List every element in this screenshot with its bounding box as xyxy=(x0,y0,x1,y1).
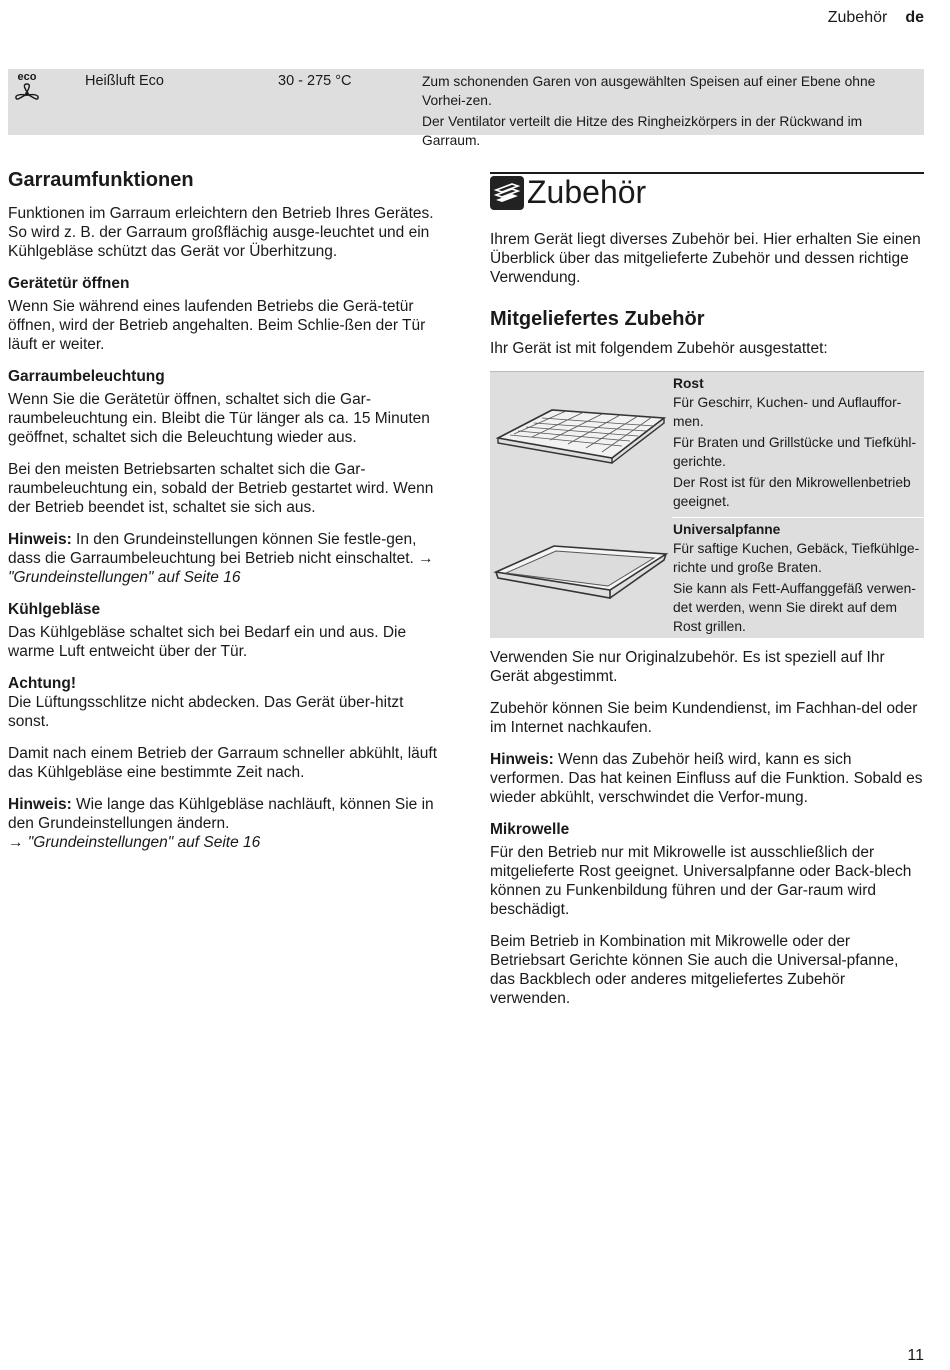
wire-rack-icon xyxy=(492,390,670,470)
supplied-intro: Ihr Gerät ist mit folgendem Zubehör ausgestattet: xyxy=(490,340,828,357)
mode-temperature: 30 - 275 °C xyxy=(278,73,352,89)
mode-desc-1: Zum schonenden Garen von ausgewählten Speisen auf einer Ebene ohne Vorhei-zen. xyxy=(422,74,876,108)
accessories-icon xyxy=(490,176,524,210)
accessory-desc: Sie kann als Fett-Auffanggefäß verwen-det werden, wenn Sie direkt auf dem Rost grillen. xyxy=(673,581,916,634)
chapter-header xyxy=(490,172,924,214)
door-paragraph: Wenn Sie während eines laufenden Betriebs die Gerä-tetür öffnen, wird der Betrieb angehalten. Beim Schlie-ßen der Tür läuft er weiter. xyxy=(8,298,426,353)
note-text: Wenn das Zubehör heiß wird, kann es sich verformen. Das hat keinen Einfluss auf die Funktion. Sobald es wieder abkühlt, verschwindet die Verfor-mung. xyxy=(490,751,923,806)
accessory-name: Rost xyxy=(673,376,704,391)
accessory-name: Universalpfanne xyxy=(673,522,781,537)
page-number: 11 xyxy=(907,1347,924,1364)
fan-icon xyxy=(12,71,42,110)
heading-fan: Kühlgebläse xyxy=(8,601,101,618)
note-text: Wie lange das Kühlgebläse nachläuft, können Sie in den Grundeinstellungen ändern. xyxy=(8,796,434,832)
universal-pan-icon xyxy=(492,536,670,616)
accessory-desc: Für Geschirr, Kuchen- und Auflauffor-men. xyxy=(673,395,902,429)
fan-paragraph-2: Damit nach einem Betrieb der Garraum schneller abkühlt, läuft das Kühlgebläse eine bestimmte Zeit nach. xyxy=(8,745,438,781)
section-title-garraumfunktionen: Garraumfunktionen xyxy=(8,169,194,191)
note-fan xyxy=(8,795,440,852)
light-paragraph-1: Wenn Sie die Gerätetür öffnen, schaltet sich die Gar-raumbeleuchtung ein. Bleibt die Tür länger als ca. 15 Minuten geöffnet, schaltet sich die Beleuchtung wieder aus. xyxy=(8,391,430,446)
cross-reference-link[interactable]: → "Grundeinstellungen" auf Seite 16 xyxy=(8,550,434,586)
header-section: Zubehör xyxy=(827,9,888,26)
accessories-table xyxy=(490,371,924,638)
row-divider xyxy=(672,517,924,518)
mode-desc-2: Der Ventilator verteilt die Hitze des Ringheizkörpers in der Rückwand im Garraum. xyxy=(422,114,863,148)
microwave-paragraph-2: Beim Betrieb in Kombination mit Mikrowelle oder der Betriebsart Gerichte können Sie auch die Universal-pfanne, das Backblech oder anderes mitgeliefertes Zubehör verwenden. xyxy=(490,933,899,1007)
accessory-text-rack xyxy=(673,374,923,513)
note-label: Hinweis: xyxy=(8,531,72,548)
accessory-desc: Für Braten und Grillstücke und Tiefkühl-gerichte. xyxy=(673,435,917,469)
light-paragraph-2: Bei den meisten Betriebsarten schaltet sich die Gar-raumbeleuchtung ein, sobald der Betrieb gestartet wird. Wenn der Betrieb beendet ist, schaltet sie sich aus. xyxy=(8,461,434,516)
heading-microwave: Mikrowelle xyxy=(490,821,570,838)
intro-paragraph: Funktionen im Garraum erleichtern den Betrieb Ihres Gerätes. So wird z. B. der Garraum großflächig ausge-leuchtet und ein Kühlgebläse schützt das Gerät vor Überhitzung. xyxy=(8,205,434,260)
section-title-supplied: Mitgeliefertes Zubehör xyxy=(490,308,705,330)
mode-description xyxy=(422,72,922,152)
microwave-paragraph-1: Für den Betrieb nur mit Mikrowelle ist ausschließlich der mitgelieferte Rost geeignet. Universalpfanne oder Back-blech können zu Funkenbildung führen und der Gar-raum wird beschädigt. xyxy=(490,844,912,918)
heading-door: Gerätetür öffnen xyxy=(8,275,130,292)
note-label: Hinweis: xyxy=(8,796,72,813)
accessories-intro: Ihrem Gerät liegt diverses Zubehör bei. Hier erhalten Sie einen Überblick über das mitgelieferte Zubehör und dessen richtige Verwendung. xyxy=(490,231,921,286)
accessory-text-pan xyxy=(673,520,923,638)
accessory-desc: Der Rost ist für den Mikrowellenbetrieb geeignet. xyxy=(673,475,911,509)
note-text: In den Grundeinstellungen können Sie festle-gen, dass die Garraumbeleuchtung bei Betrieb nicht einschaltet. xyxy=(8,531,419,567)
note-label: Hinweis: xyxy=(490,751,554,768)
header-language: de xyxy=(905,9,924,26)
note-light xyxy=(8,530,440,587)
operating-mode-row xyxy=(8,69,924,148)
chapter-title: Zubehör xyxy=(527,174,647,210)
left-column xyxy=(8,168,440,865)
note-accessory-heat xyxy=(490,750,924,807)
cross-reference-link[interactable]: → "Grundeinstellungen" auf Seite 16 xyxy=(8,834,261,851)
eco-label: eco xyxy=(17,71,37,83)
fan-symbol xyxy=(14,83,40,105)
heading-light: Garraumbeleuchtung xyxy=(8,368,165,385)
right-column xyxy=(490,172,924,1021)
caution-text: Die Lüftungsschlitze nicht abdecken. Das Gerät über-hitzt sonst. xyxy=(8,694,404,730)
caution-label: Achtung! xyxy=(8,675,77,692)
order-paragraph: Zubehör können Sie beim Kundendienst, im Fachhan-del oder im Internet nachkaufen. xyxy=(490,700,918,736)
page-header xyxy=(828,8,924,27)
original-accessories-paragraph: Verwenden Sie nur Originalzubehör. Es ist speziell auf Ihr Gerät abgestimmt. xyxy=(490,649,885,685)
mode-name: Heißluft Eco xyxy=(85,73,164,89)
fan-paragraph: Das Kühlgebläse schaltet sich bei Bedarf ein und aus. Die warme Luft entweicht über der Tür. xyxy=(8,624,407,660)
accessory-desc: Für saftige Kuchen, Gebäck, Tiefkühlge-richte und große Braten. xyxy=(673,541,920,575)
